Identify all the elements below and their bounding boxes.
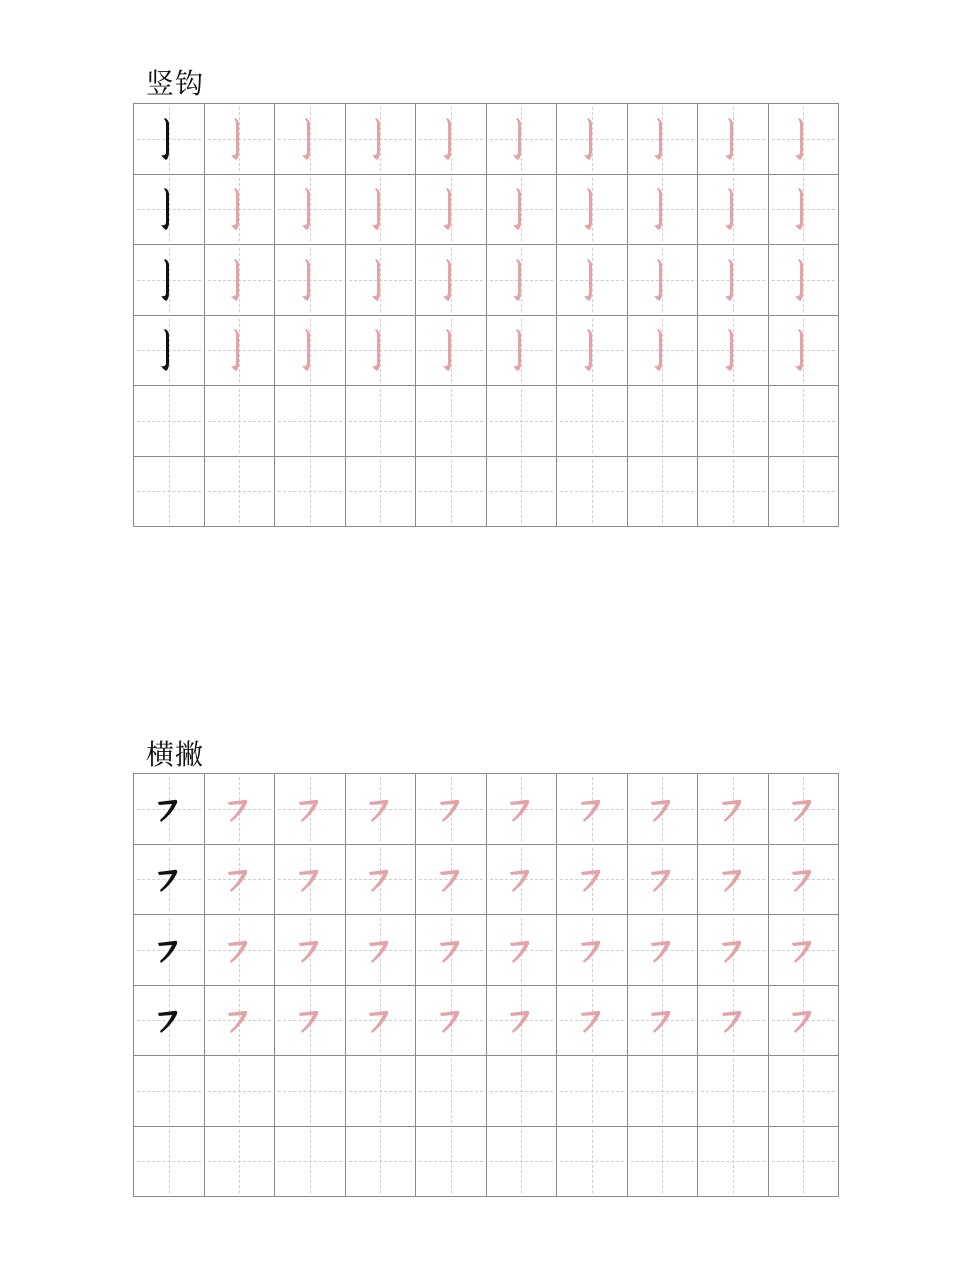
grid-cell (134, 1127, 205, 1198)
trace-stroke-icon (647, 114, 677, 164)
grid-cell (769, 774, 840, 845)
grid-cell (769, 986, 840, 1057)
trace-stroke-icon (718, 854, 748, 904)
trace-stroke-icon (365, 325, 395, 375)
grid-cell (628, 457, 699, 528)
grid-cell (416, 457, 487, 528)
section-title: 竖钩 (146, 67, 205, 100)
grid-cell (346, 175, 417, 246)
trace-stroke-icon (295, 925, 325, 975)
trace-stroke-icon (506, 114, 536, 164)
grid-cell (557, 1056, 628, 1127)
trace-stroke-icon (224, 255, 254, 305)
grid-cell (205, 915, 276, 986)
grid-cell (275, 316, 346, 387)
grid-cell (275, 245, 346, 316)
trace-stroke-icon (365, 255, 395, 305)
grid-cell (205, 774, 276, 845)
grid-cell (134, 104, 205, 175)
grid-cell (769, 457, 840, 528)
grid-cell (134, 1056, 205, 1127)
grid-cell (769, 915, 840, 986)
trace-stroke-icon (224, 995, 254, 1045)
model-stroke-icon (154, 925, 184, 975)
trace-stroke-icon (436, 925, 466, 975)
grid-cell (487, 316, 558, 387)
trace-stroke-icon (506, 854, 536, 904)
grid-cell (628, 986, 699, 1057)
grid-cell (275, 457, 346, 528)
grid-cell (134, 245, 205, 316)
trace-stroke-icon (647, 325, 677, 375)
trace-stroke-icon (788, 925, 818, 975)
grid-cell (205, 845, 276, 916)
grid-cell (769, 104, 840, 175)
grid-cell (275, 175, 346, 246)
grid-cell (416, 1127, 487, 1198)
grid-cell (487, 104, 558, 175)
trace-stroke-icon (788, 184, 818, 234)
grid-cell (275, 1056, 346, 1127)
trace-stroke-icon (295, 114, 325, 164)
trace-stroke-icon (788, 784, 818, 834)
grid-cell (769, 316, 840, 387)
grid-cell (134, 774, 205, 845)
grid-cell (698, 1056, 769, 1127)
grid-cell (275, 986, 346, 1057)
grid-cell (346, 245, 417, 316)
grid-cell (416, 845, 487, 916)
trace-stroke-icon (577, 255, 607, 305)
grid-cell (698, 316, 769, 387)
grid-cell (628, 845, 699, 916)
grid-cell (557, 915, 628, 986)
grid-cell (134, 457, 205, 528)
trace-stroke-icon (788, 854, 818, 904)
trace-stroke-icon (436, 325, 466, 375)
trace-stroke-icon (577, 184, 607, 234)
trace-stroke-icon (506, 995, 536, 1045)
practice-grid (133, 103, 839, 527)
grid-cell (769, 175, 840, 246)
trace-stroke-icon (788, 114, 818, 164)
grid-cell (698, 845, 769, 916)
trace-stroke-icon (577, 995, 607, 1045)
trace-stroke-icon (224, 925, 254, 975)
trace-stroke-icon (577, 784, 607, 834)
model-stroke-icon (154, 255, 184, 305)
practice-grid (133, 773, 839, 1197)
grid-cell (698, 915, 769, 986)
grid-cell (346, 104, 417, 175)
grid-cell (275, 104, 346, 175)
grid-cell (205, 175, 276, 246)
grid-cell (698, 774, 769, 845)
trace-stroke-icon (506, 325, 536, 375)
trace-stroke-icon (788, 995, 818, 1045)
grid-cell (416, 1056, 487, 1127)
grid-cell (769, 1056, 840, 1127)
grid-cell (487, 774, 558, 845)
trace-stroke-icon (365, 114, 395, 164)
grid-cell (557, 1127, 628, 1198)
trace-stroke-icon (718, 184, 748, 234)
trace-stroke-icon (436, 854, 466, 904)
grid-cell (416, 774, 487, 845)
grid-cell (557, 774, 628, 845)
grid-cell (134, 316, 205, 387)
grid-cell (416, 986, 487, 1057)
grid-cell (205, 457, 276, 528)
grid-cell (275, 1127, 346, 1198)
trace-stroke-icon (224, 184, 254, 234)
grid-cell (487, 245, 558, 316)
grid-cell (557, 986, 628, 1057)
grid-cell (275, 774, 346, 845)
trace-stroke-icon (718, 995, 748, 1045)
trace-stroke-icon (295, 184, 325, 234)
grid-cell (698, 175, 769, 246)
grid-cell (628, 1056, 699, 1127)
grid-cell (134, 175, 205, 246)
grid-cell (698, 386, 769, 457)
grid-cell (346, 986, 417, 1057)
trace-stroke-icon (436, 784, 466, 834)
trace-stroke-icon (647, 784, 677, 834)
grid-cell (698, 986, 769, 1057)
grid-cell (769, 245, 840, 316)
grid-cell (346, 316, 417, 387)
grid-cell (205, 245, 276, 316)
trace-stroke-icon (224, 784, 254, 834)
grid-cell (487, 386, 558, 457)
grid-cell (557, 245, 628, 316)
grid-cell (557, 316, 628, 387)
grid-cell (346, 457, 417, 528)
grid-cell (205, 1056, 276, 1127)
trace-stroke-icon (365, 784, 395, 834)
trace-stroke-icon (506, 925, 536, 975)
grid-cell (698, 1127, 769, 1198)
grid-cell (134, 845, 205, 916)
grid-cell (628, 104, 699, 175)
trace-stroke-icon (224, 114, 254, 164)
grid-cell (557, 104, 628, 175)
grid-cell (769, 386, 840, 457)
grid-cell (487, 986, 558, 1057)
grid-cell (134, 386, 205, 457)
trace-stroke-icon (718, 114, 748, 164)
model-stroke-icon (154, 854, 184, 904)
trace-stroke-icon (647, 255, 677, 305)
grid-cell (487, 915, 558, 986)
trace-stroke-icon (436, 995, 466, 1045)
trace-stroke-icon (647, 995, 677, 1045)
grid-cell (205, 104, 276, 175)
grid-cell (698, 104, 769, 175)
trace-stroke-icon (224, 854, 254, 904)
trace-stroke-icon (365, 854, 395, 904)
grid-cell (416, 104, 487, 175)
trace-stroke-icon (577, 325, 607, 375)
trace-stroke-icon (436, 114, 466, 164)
trace-stroke-icon (295, 854, 325, 904)
trace-stroke-icon (295, 995, 325, 1045)
grid-cell (346, 386, 417, 457)
grid-cell (698, 245, 769, 316)
grid-cell (416, 316, 487, 387)
trace-stroke-icon (647, 925, 677, 975)
grid-cell (275, 915, 346, 986)
grid-cell (628, 245, 699, 316)
grid-cell (487, 1056, 558, 1127)
grid-cell (205, 316, 276, 387)
trace-stroke-icon (365, 184, 395, 234)
trace-stroke-icon (506, 784, 536, 834)
trace-stroke-icon (506, 255, 536, 305)
grid-cell (205, 986, 276, 1057)
trace-stroke-icon (436, 255, 466, 305)
trace-stroke-icon (295, 255, 325, 305)
model-stroke-icon (154, 784, 184, 834)
grid-cell (628, 774, 699, 845)
grid-cell (557, 457, 628, 528)
trace-stroke-icon (718, 925, 748, 975)
trace-stroke-icon (718, 325, 748, 375)
trace-stroke-icon (718, 255, 748, 305)
trace-stroke-icon (577, 854, 607, 904)
grid-cell (275, 386, 346, 457)
grid-cell (698, 457, 769, 528)
trace-stroke-icon (295, 784, 325, 834)
grid-cell (487, 1127, 558, 1198)
grid-cell (487, 845, 558, 916)
grid-cell (487, 175, 558, 246)
trace-stroke-icon (506, 184, 536, 234)
trace-stroke-icon (577, 925, 607, 975)
grid-cell (487, 457, 558, 528)
trace-stroke-icon (295, 325, 325, 375)
grid-cell (346, 1127, 417, 1198)
trace-stroke-icon (788, 255, 818, 305)
trace-stroke-icon (224, 325, 254, 375)
grid-cell (346, 845, 417, 916)
grid-cell (416, 175, 487, 246)
grid-cell (628, 175, 699, 246)
grid-cell (346, 774, 417, 845)
grid-cell (628, 386, 699, 457)
trace-stroke-icon (365, 995, 395, 1045)
grid-cell (769, 1127, 840, 1198)
grid-cell (416, 915, 487, 986)
grid-cell (628, 915, 699, 986)
grid-cell (134, 915, 205, 986)
grid-cell (346, 1056, 417, 1127)
grid-cell (346, 915, 417, 986)
grid-cell (275, 845, 346, 916)
grid-cell (416, 386, 487, 457)
grid-cell (134, 986, 205, 1057)
grid-cell (557, 845, 628, 916)
trace-stroke-icon (788, 325, 818, 375)
grid-cell (557, 386, 628, 457)
grid-cell (557, 175, 628, 246)
grid-cell (205, 386, 276, 457)
grid-cell (628, 1127, 699, 1198)
grid-cell (416, 245, 487, 316)
model-stroke-icon (154, 114, 184, 164)
model-stroke-icon (154, 325, 184, 375)
model-stroke-icon (154, 995, 184, 1045)
grid-cell (628, 316, 699, 387)
trace-stroke-icon (718, 784, 748, 834)
grid-cell (769, 845, 840, 916)
trace-stroke-icon (647, 184, 677, 234)
trace-stroke-icon (577, 114, 607, 164)
model-stroke-icon (154, 184, 184, 234)
section-title: 横撇 (146, 738, 205, 771)
trace-stroke-icon (436, 184, 466, 234)
trace-stroke-icon (365, 925, 395, 975)
grid-cell (205, 1127, 276, 1198)
trace-stroke-icon (647, 854, 677, 904)
